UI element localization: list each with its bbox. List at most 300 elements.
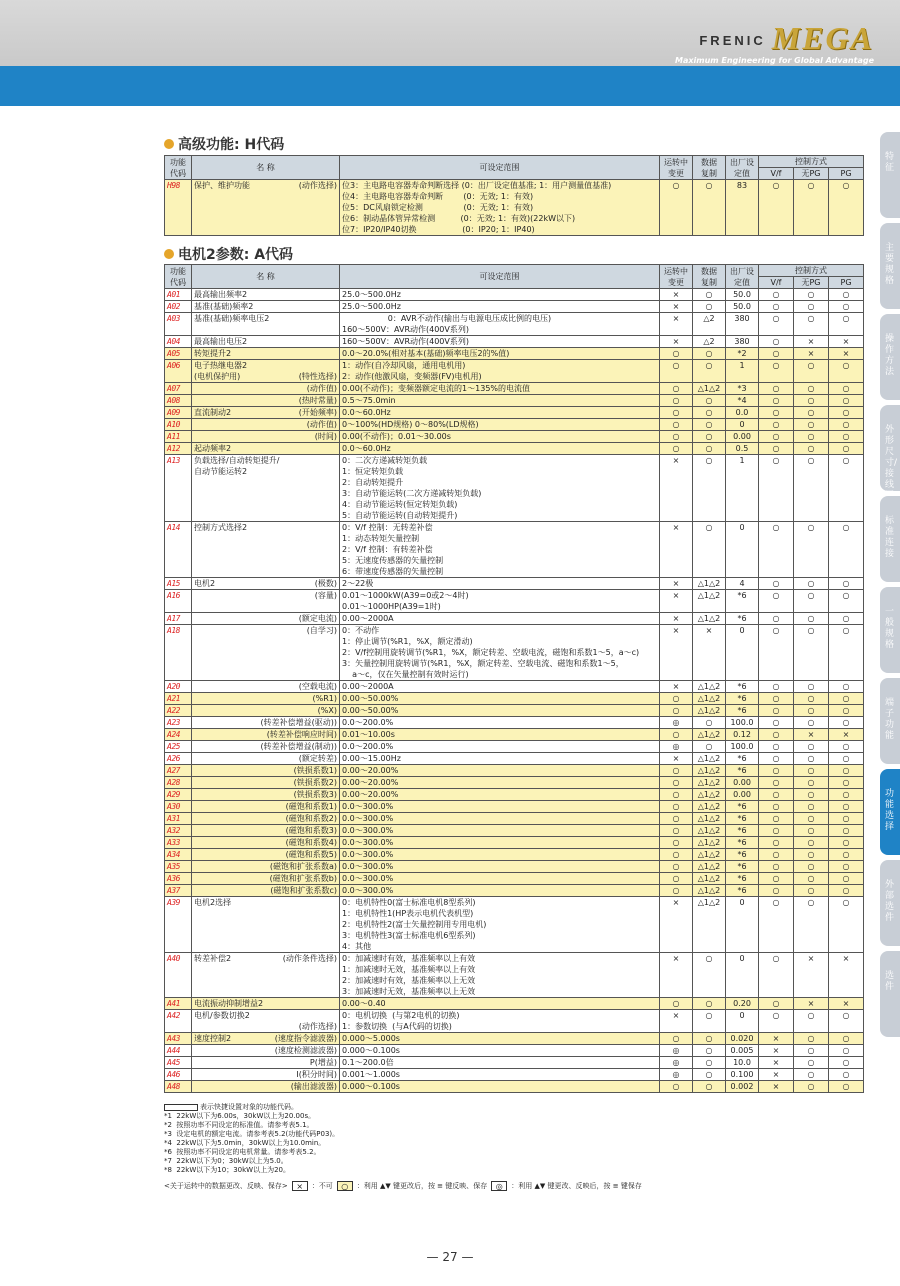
cell-vf: ○ [759,885,794,897]
parameter-subname: (磁饱和系数2) [285,814,337,823]
side-tab [880,587,900,673]
parameter-name-cell [192,407,340,419]
parameter-name: 起动频率2 [194,444,232,453]
cell-nopg: ○ [794,301,829,313]
parameter-subname: (额定转差) [298,754,337,763]
cell-nopg: ○ [794,443,829,455]
column-header-default: 出厂设 定值 [726,265,759,289]
cell-nopg: ○ [794,753,829,765]
parameter-name-cell [192,849,340,861]
cell-pg: ○ [829,873,864,885]
cell-def: 4 [726,578,759,590]
cell-vf: × [759,1033,794,1045]
cell-pg: ○ [829,407,864,419]
column-header-nopg: 无PG [794,168,829,180]
cell-copy: ○ [693,1069,726,1081]
cell-vf: ○ [759,590,794,613]
footnote-key: 表示快捷设置对象的功能代码。 [200,1103,298,1111]
cell-run: ◎ [660,1057,693,1069]
parameter-name: 转矩提升2 [194,349,232,358]
parameter-name-cell [192,336,340,348]
function-code: A31 [165,813,192,825]
cell-nopg: ○ [794,1081,829,1093]
setting-range: 0.00～2000A [340,681,660,693]
cell-pg: ○ [829,301,864,313]
cell-run: × [660,590,693,613]
parameter-subname: (铁损系数3) [293,790,337,799]
cell-copy: ○ [693,741,726,753]
parameter-name-cell [192,578,340,590]
cell-nopg: ○ [794,613,829,625]
cell-run: ◎ [660,717,693,729]
column-header-range: 可设定范围 [340,156,660,180]
legend [164,1181,642,1191]
cell-copy: ○ [693,717,726,729]
parameter-name-cell [192,681,340,693]
setting-range: 0.0～60.0Hz [340,443,660,455]
cell-pg: ○ [829,777,864,789]
column-header-pg: PG [829,168,864,180]
cell-copy: △1△2 [693,383,726,395]
section-title-text: 电机2参数: A代码 [178,247,294,263]
function-code: A43 [165,1033,192,1045]
cell-def: 0.00 [726,777,759,789]
parameter-subname: I(积分时间) [296,1070,337,1079]
cell-copy: ○ [693,395,726,407]
cell-nopg: ○ [794,455,829,522]
cell-vf: ○ [759,765,794,777]
parameter-name-cell [192,419,340,431]
table-bottom-border [726,236,759,237]
column-header-code: 功能 代码 [165,156,192,180]
cell-def: 50.0 [726,289,759,301]
table-row [165,289,864,301]
function-code: A41 [165,998,192,1010]
cell-run: ○ [660,765,693,777]
column-header-run: 运转中 变更 [660,265,693,289]
parameter-name-cell [192,613,340,625]
cell-copy: △1△2 [693,885,726,897]
parameter-name-wrap [194,873,337,884]
cell-nopg: ○ [794,693,829,705]
parameter-subname: (转差补偿响应时间) [266,730,337,739]
cell-def: 0.5 [726,443,759,455]
cell-vf: ○ [759,953,794,998]
setting-range: 0.01～1000kW(A39=0或2～4时) 0.01～1000HP(A39=1时) [340,590,660,613]
setting-range: 0.00～15.00Hz [340,753,660,765]
legend-o-text: ：利用 ▲▼ 键更改后，按 ≡ 键反映、保存 [356,1182,488,1190]
cell-pg: ○ [829,813,864,825]
cell-def: 1 [726,455,759,522]
function-code: A21 [165,693,192,705]
function-code: A46 [165,1069,192,1081]
parameter-name-wrap [194,431,337,442]
footnotes [164,1103,744,1175]
cell-copy: △1△2 [693,693,726,705]
cell-def: *6 [726,590,759,613]
function-code: A24 [165,729,192,741]
cell-copy: ○ [693,1045,726,1057]
cell-vf: ○ [759,849,794,861]
table-row [165,455,864,522]
cell-nopg: ○ [794,419,829,431]
side-tabs [880,132,900,1042]
parameter-name-cell [192,590,340,613]
page-number: — 27 — [426,1250,474,1264]
cell-copy: ○ [693,998,726,1010]
table-row [165,953,864,998]
table-row [165,578,864,590]
side-tab-label: 特征 [885,152,895,173]
cell-def: *6 [726,681,759,693]
bullet-icon [164,249,174,259]
side-tab [880,496,900,582]
cell-vf: ○ [759,998,794,1010]
parameter-name-wrap [194,753,337,764]
cell-vf: ○ [759,825,794,837]
cell-copy: △1△2 [693,825,726,837]
parameter-name-wrap [194,825,337,836]
cell-nopg: × [794,998,829,1010]
function-code: A27 [165,765,192,777]
section-title-h [164,134,284,154]
parameter-name-wrap [194,998,337,1009]
table-row [165,1069,864,1081]
cell-def: 0 [726,953,759,998]
column-header-control: 控制方式 [759,156,864,168]
cell-run: ○ [660,407,693,419]
cell-def: 0 [726,1010,759,1033]
cell-vf: ○ [759,753,794,765]
cell-copy: ○ [693,1081,726,1093]
cell-run: ○ [660,873,693,885]
cell-pg: ○ [829,625,864,681]
parameter-name-wrap [194,313,337,324]
table-row [165,741,864,753]
cell-pg: ○ [829,801,864,813]
function-code: A07 [165,383,192,395]
cell-pg: ○ [829,705,864,717]
parameter-name-cell [192,729,340,741]
cell-def: 0.100 [726,1069,759,1081]
parameter-subname: (%R1) [312,694,337,703]
parameter-name-wrap [194,777,337,788]
table-row [165,705,864,717]
h-code-table [164,155,864,236]
setting-range: 0：加减速时有效，基准频率以上有效 1：加减速时无效，基准频率以上有效 2：加减速时有效，基准频率以上无效 3：加减速时无效，基准频率以上无效 [340,953,660,998]
parameter-name-cell [192,885,340,897]
cell-nopg: ○ [794,777,829,789]
setting-range: 0.0～300.0% [340,825,660,837]
table-bottom-border [660,1093,693,1094]
cell-nopg: ○ [794,407,829,419]
parameter-name-cell [192,765,340,777]
table-row [165,837,864,849]
setting-range: 0：不动作 1：停止调节(%R1，%X，额定滑动) 2：V/f控制用旋转调节(%R1，%X，额定转差、空载电流，磁饱和系数1～5，a～c) 3：矢量控制用旋转调节(%R1，%X，额定转差、空载电流、磁饱和系数1～5， a～c，仅在矢量控制有效时运行) [340,625,660,681]
cell-copy: ○ [693,522,726,578]
cell-copy: △1△2 [693,897,726,953]
column-header-control: 控制方式 [759,265,864,277]
table-row [165,180,864,236]
parameter-name-cell [192,348,340,360]
parameter-subname: (速度检测滤波器) [274,1046,337,1055]
parameter-subname: (动作值) [306,384,337,393]
setting-range: 0.0～300.0% [340,885,660,897]
parameter-name: 速度控制2 [194,1034,232,1043]
cell-pg: × [829,953,864,998]
cell-copy: △1△2 [693,873,726,885]
quick-setup-key-box [164,1104,198,1111]
parameter-name-cell [192,360,340,383]
footnote-item: *8 22kW以下为10；30kW以上为20。 [164,1166,290,1174]
parameter-name: 电机/参数切换2 [194,1011,250,1020]
setting-range: 0.0～300.0% [340,873,660,885]
setting-range: 0～100%(HD规格) 0～80%(LD规格) [340,419,660,431]
cell-nopg: ○ [794,837,829,849]
footnote-item: *3 设定电机的额定电流。请参考表5.2(功能代码P03)。 [164,1130,340,1138]
setting-range: 25.0～500.0Hz [340,301,660,313]
parameter-name-cell [192,953,340,998]
table-row [165,522,864,578]
cell-vf: ○ [759,348,794,360]
function-code: A01 [165,289,192,301]
parameter-subname: (磁饱和扩张系数b) [269,874,337,883]
cell-pg: ○ [829,789,864,801]
legend-d-box: ◎ [491,1181,507,1191]
cell-vf: ○ [759,729,794,741]
function-code: A15 [165,578,192,590]
parameter-subname: P(增益) [309,1058,337,1067]
cell-run: ○ [660,395,693,407]
table-row [165,753,864,765]
parameter-name-wrap [194,741,337,752]
cell-pg: ○ [829,613,864,625]
function-code: A14 [165,522,192,578]
legend-x-text: ：不可 [311,1182,333,1190]
setting-range: 25.0～500.0Hz [340,289,660,301]
parameter-name: 电机2 [194,579,216,588]
cell-vf: ○ [759,336,794,348]
cell-def: *6 [726,801,759,813]
parameter-name-cell [192,897,340,953]
table-bottom-border [192,236,340,237]
cell-def: *6 [726,753,759,765]
cell-copy: △1△2 [693,705,726,717]
legend-x-box: × [292,1181,308,1191]
cell-def: 0.00 [726,789,759,801]
cell-copy: △1△2 [693,765,726,777]
cell-run: ○ [660,789,693,801]
column-header-vf: V/f [759,277,794,289]
cell-vf: ○ [759,837,794,849]
cell-copy: △1△2 [693,861,726,873]
parameter-name-cell [192,1010,340,1033]
parameter-name-wrap [194,1010,337,1032]
cell-def: 0 [726,625,759,681]
parameter-subname: (容量) [314,591,337,600]
cell-nopg: ○ [794,1045,829,1057]
table-row [165,777,864,789]
function-code: A40 [165,953,192,998]
cell-pg: ○ [829,825,864,837]
parameter-name-wrap [194,578,337,589]
cell-vf: ○ [759,625,794,681]
cell-run: × [660,522,693,578]
parameter-subname: (磁饱和扩张系数c) [270,886,337,895]
cell-copy: × [693,625,726,681]
parameter-name-wrap [194,1057,337,1068]
cell-copy: △1△2 [693,590,726,613]
parameter-name-cell [192,741,340,753]
function-code: A37 [165,885,192,897]
cell-pg: ○ [829,578,864,590]
table-row [165,383,864,395]
cell-copy: △1△2 [693,789,726,801]
cell-nopg: ○ [794,897,829,953]
cell-pg: ○ [829,180,864,236]
cell-pg: ○ [829,753,864,765]
table-bottom-border [759,236,794,237]
cell-pg: ○ [829,360,864,383]
parameter-subname: (铁损系数2) [293,778,337,787]
cell-vf: × [759,1045,794,1057]
cell-run: ◎ [660,1045,693,1057]
cell-copy: △1△2 [693,753,726,765]
parameter-name-wrap [194,395,337,406]
cell-copy: △1△2 [693,613,726,625]
cell-def: 0.020 [726,1033,759,1045]
parameter-subname: (动作条件选择) [282,954,337,963]
setting-range: 1：动作(自冷却风扇，通用电机用) 2：动作(他激风扇，变频器(FV)电机用) [340,360,660,383]
cell-nopg: ○ [794,1069,829,1081]
parameter-name-wrap [194,813,337,824]
function-code: A11 [165,431,192,443]
table-row [165,395,864,407]
cell-run: ◎ [660,1069,693,1081]
parameter-name: 最高输出频率2 [194,290,248,299]
parameter-name-cell [192,777,340,789]
cell-run: ○ [660,383,693,395]
side-tab [880,405,900,491]
cell-vf: ○ [759,431,794,443]
function-code: A08 [165,395,192,407]
cell-def: 83 [726,180,759,236]
setting-range: 0.00～0.40 [340,998,660,1010]
cell-run: ○ [660,885,693,897]
cell-copy: ○ [693,348,726,360]
cell-run: ○ [660,849,693,861]
column-header-vf: V/f [759,168,794,180]
parameter-name: 转差补偿2 [194,954,232,963]
cell-run: × [660,681,693,693]
cell-run: ○ [660,813,693,825]
parameter-subname: (时间) [314,432,337,441]
table-row [165,813,864,825]
cell-pg: ○ [829,419,864,431]
column-header-pg: PG [829,277,864,289]
cell-nopg: ○ [794,765,829,777]
cell-vf: ○ [759,681,794,693]
parameter-name-cell [192,837,340,849]
side-tab [880,769,900,855]
cell-vf: ○ [759,289,794,301]
cell-def: 0.0 [726,407,759,419]
parameter-name-cell [192,180,340,236]
cell-vf: ○ [759,873,794,885]
cell-def: *3 [726,383,759,395]
cell-run: ○ [660,180,693,236]
cell-copy: ○ [693,1010,726,1033]
parameter-name-wrap [194,789,337,800]
cell-run: ○ [660,431,693,443]
side-tab-label: 外形尺寸/接线 [885,425,898,490]
side-tab-label: 功能选择 [885,789,895,832]
parameter-name-wrap [194,1081,337,1092]
cell-vf: ○ [759,613,794,625]
table-row [165,717,864,729]
cell-run: × [660,753,693,765]
section-title-a [164,244,293,264]
cell-vf: ○ [759,801,794,813]
cell-nopg: ○ [794,578,829,590]
setting-range: 0：V/f 控制：无转差补偿 1：动态转矩矢量控制 2：V/f 控制：有转差补偿 5：无速度传感器的矢量控制 6：带速度传感器的矢量控制 [340,522,660,578]
setting-range: 0.00(不动作)；变频器额定电流的1～135%的电流值 [340,383,660,395]
parameter-name-wrap [194,289,337,300]
parameter-name-wrap [194,407,337,418]
table-row [165,1081,864,1093]
cell-copy: ○ [693,180,726,236]
cell-vf: ○ [759,789,794,801]
parameter-name-cell [192,1057,340,1069]
setting-range: 0.0～300.0% [340,837,660,849]
cell-nopg: ○ [794,1057,829,1069]
cell-pg: ○ [829,313,864,336]
cell-pg: ○ [829,1045,864,1057]
parameter-subname: (极数) [314,579,337,588]
cell-nopg: × [794,336,829,348]
setting-range: 0.01～10.00s [340,729,660,741]
cell-vf: ○ [759,301,794,313]
cell-vf: × [759,1069,794,1081]
setting-range: 0.00～20.00% [340,765,660,777]
cell-nopg: ○ [794,741,829,753]
cell-run: × [660,313,693,336]
cell-nopg: ○ [794,801,829,813]
cell-nopg: ○ [794,625,829,681]
function-code: A25 [165,741,192,753]
cell-def: 50.0 [726,301,759,313]
parameter-name-wrap [194,419,337,430]
cell-pg: ○ [829,693,864,705]
cell-copy: ○ [693,953,726,998]
function-code: A48 [165,1081,192,1093]
brand-logo [699,22,874,54]
cell-copy: ○ [693,360,726,383]
cell-vf: ○ [759,419,794,431]
cell-copy: ○ [693,289,726,301]
function-code: A36 [165,873,192,885]
cell-vf: ○ [759,1010,794,1033]
parameter-name-cell [192,455,340,522]
parameter-name-wrap [194,625,337,636]
column-header-copy: 数据 复制 [693,156,726,180]
function-code: A39 [165,897,192,953]
parameter-subname: (磁饱和系数5) [285,850,337,859]
cell-pg: ○ [829,383,864,395]
cell-pg: ○ [829,849,864,861]
parameter-subname: (速度指令滤波器) [274,1034,337,1043]
column-header-nopg: 无PG [794,277,829,289]
